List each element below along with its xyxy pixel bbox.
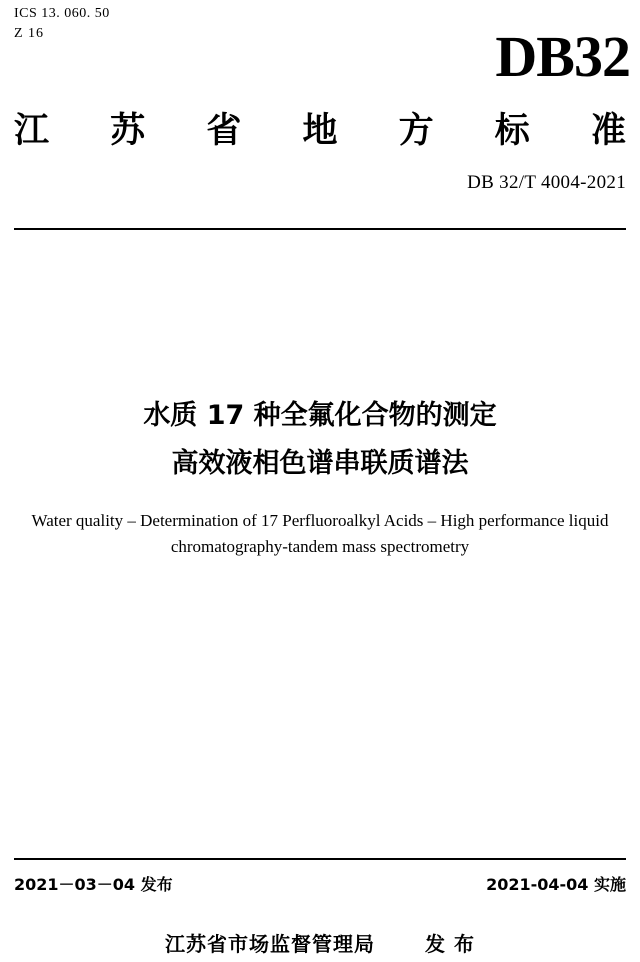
document-title-en-line1: Water quality – Determination of 17 Perfluoroalkyl Acids – High performance liquid	[31, 511, 609, 530]
province-char-3: 省	[206, 111, 242, 151]
province-char-4: 地	[302, 111, 338, 151]
effective-date: 2021-04-04 实施	[486, 875, 626, 894]
province-char-5: 方	[398, 111, 434, 151]
issue-date: 2021－03－04 发布	[14, 875, 173, 894]
province-standard-title	[14, 108, 626, 154]
province-char-7: 准	[590, 111, 626, 151]
ccs-code: Z 16	[14, 26, 45, 41]
province-char-2: 苏	[110, 111, 146, 151]
header-divider	[14, 228, 626, 230]
issuer-line	[0, 928, 640, 957]
ics-classification-block	[14, 4, 110, 44]
document-title-cn-line2: 高效液相色谱串联质谱法	[171, 448, 469, 479]
document-title-cn	[0, 392, 640, 488]
document-title-en	[0, 508, 640, 560]
ics-code: ICS 13. 060. 50	[14, 6, 110, 21]
standard-number: DB 32/T 4004-2021	[467, 172, 626, 193]
document-title-en-line2: chromatography-tandem mass spectrometry	[170, 537, 470, 556]
province-char-6: 标	[494, 111, 530, 151]
issuer-action: 发 布	[424, 932, 475, 956]
issuer-name: 江苏省市场监督管理局	[165, 932, 376, 956]
province-char-1: 江	[14, 111, 50, 151]
document-title-cn-line1: 水质 17 种全氟化合物的测定	[143, 400, 497, 431]
footer-divider	[14, 858, 626, 860]
date-row	[14, 872, 626, 895]
db32-logo: DB32	[495, 24, 630, 89]
